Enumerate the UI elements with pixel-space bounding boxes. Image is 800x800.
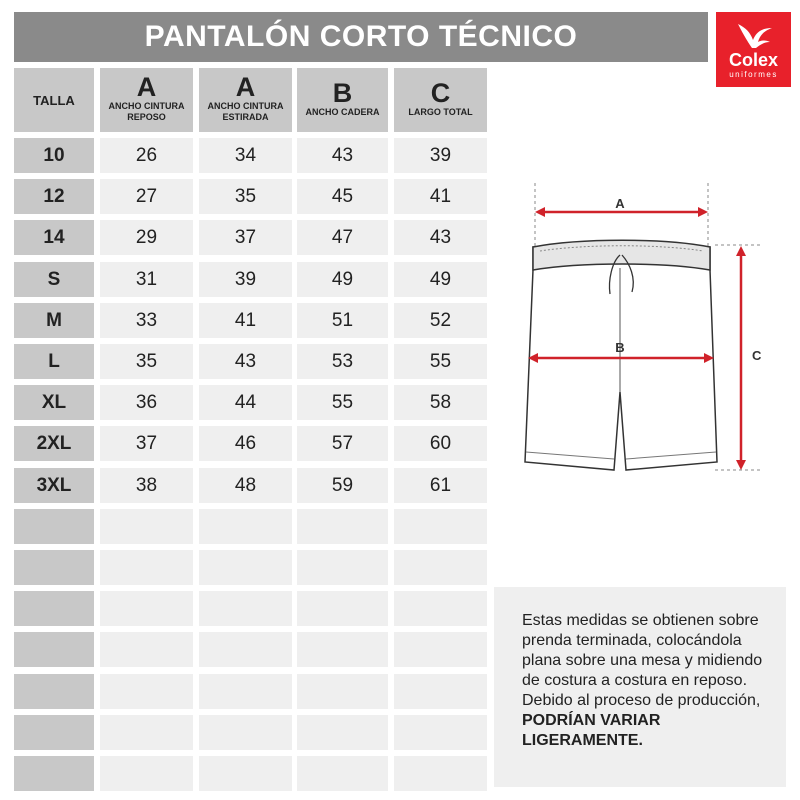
brand-logo [716, 12, 791, 87]
label-c: C [752, 348, 762, 363]
measure-column-header [297, 68, 388, 132]
measure-cell: 44 [199, 385, 292, 420]
note-text: Estas medidas se obtienen sobre prenda terminada, colocándola plana sobre una mesa y midiendo de costura a costura en reposo. Debido al proceso de producción, [522, 612, 763, 709]
empty-cell [100, 715, 193, 750]
empty-size-cell [14, 756, 94, 791]
column-letter: C [430, 77, 451, 108]
size-cell: 10 [14, 138, 94, 173]
empty-cell [100, 632, 193, 667]
measurement-note [494, 587, 786, 787]
empty-cell [394, 509, 487, 544]
note-bold-text: PODRÍAN VARIAR LIGERAMENTE. [522, 712, 661, 749]
empty-cell [100, 509, 193, 544]
empty-cell [297, 550, 388, 585]
column-label-line1: LARGO TOTAL [408, 106, 473, 117]
empty-cell [297, 591, 388, 626]
column-letter: B [332, 77, 353, 108]
empty-cell [297, 509, 388, 544]
empty-cell [394, 674, 487, 709]
logo-brand-text: Colex [728, 50, 779, 70]
column-label [208, 101, 284, 123]
size-cell: L [14, 344, 94, 379]
column-letter: A [235, 72, 256, 102]
measure-cell: 51 [297, 303, 388, 338]
empty-cell [394, 632, 487, 667]
column-label-line2: ESTIRADA [222, 112, 269, 122]
measure-cell: 39 [394, 138, 487, 173]
measure-cell: 55 [297, 385, 388, 420]
empty-cell [394, 591, 487, 626]
measure-cell: 57 [297, 426, 388, 461]
measure-cell: 37 [100, 426, 193, 461]
measure-cell: 38 [100, 468, 193, 503]
empty-cell [297, 756, 388, 791]
empty-size-cell [14, 632, 94, 667]
shorts-diagram [500, 170, 770, 480]
empty-cell [199, 591, 292, 626]
logo-sub-text: uniformes [729, 70, 778, 79]
column-label-line1: ANCHO CADERA [305, 106, 380, 117]
page-title: PANTALÓN CORTO TÉCNICO [14, 12, 708, 62]
measure-cell: 43 [394, 220, 487, 255]
column-label [408, 107, 472, 118]
size-cell: 3XL [14, 468, 94, 503]
measure-cell: 61 [394, 468, 487, 503]
empty-cell [394, 715, 487, 750]
empty-cell [297, 715, 388, 750]
empty-size-cell [14, 591, 94, 626]
measure-cell: 35 [199, 179, 292, 214]
empty-cell [199, 550, 292, 585]
measure-cell: 47 [297, 220, 388, 255]
size-cell: XL [14, 385, 94, 420]
size-cell: 14 [14, 220, 94, 255]
empty-cell [199, 715, 292, 750]
column-letter: A [136, 72, 157, 102]
measure-column-header [100, 68, 193, 132]
empty-cell [297, 674, 388, 709]
empty-size-cell [14, 509, 94, 544]
column-label-line2: REPOSO [127, 112, 166, 122]
size-cell: 2XL [14, 426, 94, 461]
measure-column-header [394, 68, 487, 132]
empty-cell [199, 756, 292, 791]
column-label [306, 107, 380, 118]
measure-cell: 43 [199, 344, 292, 379]
empty-cell [100, 550, 193, 585]
measure-cell: 52 [394, 303, 487, 338]
empty-cell [394, 756, 487, 791]
empty-cell [199, 509, 292, 544]
empty-size-cell [14, 674, 94, 709]
size-column-header: TALLA [14, 68, 94, 132]
measure-cell: 37 [199, 220, 292, 255]
measure-cell: 31 [100, 262, 193, 297]
measure-cell: 41 [394, 179, 487, 214]
measure-cell: 49 [297, 262, 388, 297]
measure-cell: 26 [100, 138, 193, 173]
empty-cell [297, 632, 388, 667]
measure-cell: 60 [394, 426, 487, 461]
measure-cell: 53 [297, 344, 388, 379]
measure-cell: 49 [394, 262, 487, 297]
measure-cell: 48 [199, 468, 292, 503]
measure-cell: 45 [297, 179, 388, 214]
measure-cell: 29 [100, 220, 193, 255]
size-cell: S [14, 262, 94, 297]
label-b: B [615, 340, 625, 355]
measure-cell: 55 [394, 344, 487, 379]
column-label-line1: ANCHO CINTURA [207, 101, 284, 111]
empty-cell [100, 591, 193, 626]
measure-cell: 27 [100, 179, 193, 214]
measure-cell: 41 [199, 303, 292, 338]
measure-cell: 34 [199, 138, 292, 173]
empty-cell [100, 756, 193, 791]
measure-cell: 35 [100, 344, 193, 379]
empty-size-cell [14, 550, 94, 585]
size-cell: 12 [14, 179, 94, 214]
empty-cell [199, 632, 292, 667]
column-label-line1: ANCHO CINTURA [108, 101, 185, 111]
empty-cell [199, 674, 292, 709]
measure-cell: 46 [199, 426, 292, 461]
column-label [109, 101, 185, 123]
measure-column-header [199, 68, 292, 132]
measure-cell: 33 [100, 303, 193, 338]
empty-cell [100, 674, 193, 709]
bird-logo-icon [716, 18, 791, 52]
measure-cell: 39 [199, 262, 292, 297]
measure-cell: 43 [297, 138, 388, 173]
measure-cell: 58 [394, 385, 487, 420]
label-a: A [615, 196, 625, 211]
size-cell: M [14, 303, 94, 338]
empty-cell [394, 550, 487, 585]
measure-cell: 36 [100, 385, 193, 420]
empty-size-cell [14, 715, 94, 750]
measure-cell: 59 [297, 468, 388, 503]
